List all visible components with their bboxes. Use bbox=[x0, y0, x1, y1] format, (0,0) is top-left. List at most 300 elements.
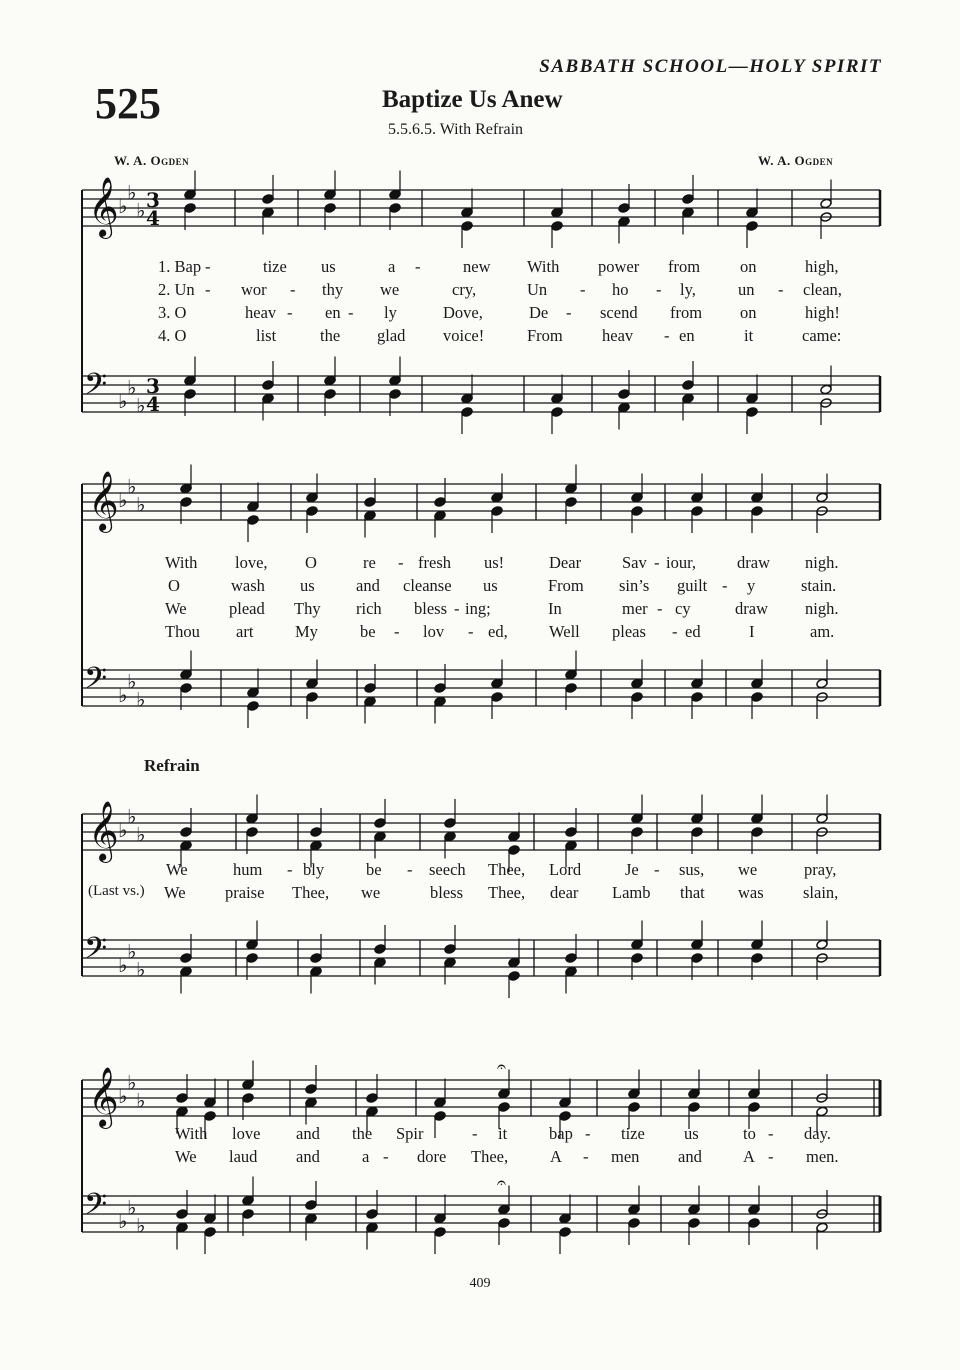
lyric-syllable: rich bbox=[356, 599, 382, 618]
note-head bbox=[305, 1097, 317, 1108]
note-head bbox=[631, 939, 643, 950]
lyric-syllable: us bbox=[684, 1124, 699, 1143]
lyric-syllable: day. bbox=[804, 1124, 831, 1143]
lyric-syllable: cy bbox=[675, 599, 691, 618]
note-head bbox=[184, 389, 196, 400]
lyric-hyphen: - bbox=[415, 257, 421, 276]
note-head bbox=[631, 953, 643, 964]
lyric-syllable: 2. Un bbox=[158, 280, 195, 299]
note-head bbox=[751, 953, 763, 964]
note-head bbox=[324, 189, 336, 200]
note-head bbox=[184, 203, 196, 214]
note-head bbox=[751, 492, 763, 503]
note-head bbox=[691, 678, 703, 689]
note-head bbox=[559, 1213, 571, 1224]
lyric-syllable: wash bbox=[231, 576, 265, 595]
note-head bbox=[618, 216, 630, 227]
lyric-syllable: clean, bbox=[803, 280, 842, 299]
flat-icon: ♭ bbox=[127, 375, 137, 400]
lyric-syllable: high! bbox=[805, 303, 840, 322]
lyric-hyphen: - bbox=[672, 622, 678, 641]
note-head bbox=[682, 194, 694, 205]
note-head bbox=[434, 1097, 446, 1108]
note-head bbox=[444, 818, 456, 829]
note-head bbox=[498, 1204, 510, 1215]
note-head bbox=[816, 1106, 828, 1117]
note-head bbox=[176, 1106, 188, 1117]
lyric-syllable: sin’s bbox=[619, 576, 650, 595]
treble-clef-icon: 𝄞 bbox=[88, 801, 119, 861]
note-head bbox=[691, 692, 703, 703]
note-head bbox=[389, 375, 401, 386]
note-head bbox=[310, 966, 322, 977]
note-head bbox=[242, 1195, 254, 1206]
note-head bbox=[631, 678, 643, 689]
flat-icon: ♭ bbox=[118, 389, 128, 413]
note-head bbox=[748, 1204, 760, 1215]
note-head bbox=[389, 389, 401, 400]
lyric-syllable: bap bbox=[549, 1124, 573, 1143]
lyric-syllable: Je bbox=[625, 860, 639, 879]
note-head bbox=[246, 939, 258, 950]
lyric-syllable: draw bbox=[737, 553, 770, 572]
note-head bbox=[262, 207, 274, 218]
lyric-syllable: pray, bbox=[804, 860, 837, 879]
note-head bbox=[374, 818, 386, 829]
lyric-syllable: power bbox=[598, 257, 640, 276]
lyric-syllable: (Last vs.) bbox=[88, 883, 145, 899]
flat-icon: ♭ bbox=[136, 492, 146, 517]
lyric-syllable: With bbox=[175, 1124, 208, 1143]
lyric-syllable: dore bbox=[417, 1147, 447, 1166]
lyric-syllable: ing; bbox=[465, 599, 491, 618]
note-head bbox=[565, 669, 577, 680]
lyric-syllable: mer bbox=[622, 599, 648, 618]
lyric-hyphen: - bbox=[348, 303, 354, 322]
note-head bbox=[247, 501, 259, 512]
lyric-syllable: a bbox=[362, 1147, 370, 1166]
lyric-syllable: We bbox=[175, 1147, 197, 1166]
lyric-hyphen: - bbox=[287, 860, 293, 879]
lyric-syllable: De bbox=[529, 303, 549, 322]
note-head bbox=[691, 506, 703, 517]
hymn-number: 525 bbox=[95, 79, 161, 128]
flat-icon: ♭ bbox=[118, 194, 128, 218]
lyric-hyphen: - bbox=[778, 280, 784, 299]
lyric-syllable: slain, bbox=[803, 883, 839, 902]
lyric-syllable: We bbox=[165, 599, 187, 618]
lyric-syllable: Lamb bbox=[612, 883, 651, 902]
note-head bbox=[176, 1209, 188, 1220]
note-head bbox=[324, 203, 336, 214]
note-head bbox=[306, 492, 318, 503]
lyric-syllable: and bbox=[678, 1147, 702, 1166]
note-head bbox=[310, 840, 322, 851]
note-head bbox=[691, 953, 703, 964]
note-head bbox=[618, 203, 630, 214]
hymn-meter: 5.5.6.5. With Refrain bbox=[388, 121, 524, 138]
lyric-hyphen: - bbox=[468, 622, 474, 641]
lyric-line bbox=[0, 883, 960, 903]
bass-clef-icon: 𝄢 bbox=[84, 932, 108, 973]
flat-icon: ♭ bbox=[127, 804, 137, 829]
lyric-syllable: dear bbox=[550, 883, 579, 902]
lyric-syllable: With bbox=[527, 257, 560, 276]
note-head bbox=[751, 678, 763, 689]
lyric-syllable: From bbox=[527, 326, 563, 345]
lyric-syllable: us bbox=[321, 257, 336, 276]
note-head bbox=[180, 669, 192, 680]
note-head bbox=[444, 944, 456, 955]
flat-icon: ♭ bbox=[127, 939, 137, 964]
note-head bbox=[688, 1204, 700, 1215]
note-head bbox=[374, 944, 386, 955]
note-head bbox=[389, 203, 401, 214]
bass-staff bbox=[82, 651, 880, 729]
note-head bbox=[688, 1088, 700, 1099]
note-head bbox=[682, 380, 694, 391]
note-head bbox=[508, 845, 520, 856]
flat-icon: ♭ bbox=[118, 683, 128, 707]
flat-icon: ♭ bbox=[118, 818, 128, 842]
lyric-line bbox=[0, 280, 960, 300]
note-head bbox=[631, 506, 643, 517]
note-head bbox=[262, 380, 274, 391]
flat-icon: ♭ bbox=[118, 1209, 128, 1233]
lyric-syllable: nigh. bbox=[805, 599, 839, 618]
lyric-hyphen: - bbox=[654, 860, 660, 879]
lyric-syllable: was bbox=[738, 883, 764, 902]
time-signature-icon: 4 bbox=[146, 206, 160, 230]
note-head bbox=[631, 692, 643, 703]
note-head bbox=[691, 813, 703, 824]
lyric-hyphen: - bbox=[583, 1147, 589, 1166]
lyric-syllable: on bbox=[740, 303, 757, 322]
lyric-syllable: From bbox=[548, 576, 584, 595]
lyric-syllable: nigh. bbox=[805, 553, 839, 572]
lyric-syllable: stain. bbox=[801, 576, 837, 595]
note-head bbox=[305, 1200, 317, 1211]
lyric-hyphen: - bbox=[768, 1147, 774, 1166]
lyric-syllable: A bbox=[550, 1147, 562, 1166]
note-head bbox=[746, 407, 758, 418]
note-head bbox=[180, 966, 192, 977]
note-head bbox=[176, 1222, 188, 1233]
lyric-line bbox=[0, 326, 960, 346]
lyric-syllable: and bbox=[296, 1124, 320, 1143]
lyric-syllable: O bbox=[305, 553, 317, 572]
note-head bbox=[748, 1218, 760, 1229]
lyric-hyphen: - bbox=[657, 599, 663, 618]
note-head bbox=[306, 678, 318, 689]
lyric-syllable: en bbox=[325, 303, 341, 322]
note-head bbox=[310, 953, 322, 964]
lyric-line bbox=[0, 599, 960, 619]
lyric-syllable: en bbox=[679, 326, 695, 345]
note-head bbox=[631, 813, 643, 824]
lyric-syllable: the bbox=[352, 1124, 373, 1143]
lyric-syllable: In bbox=[548, 599, 562, 618]
music-credit: W. A. Ogden bbox=[758, 153, 834, 168]
note-head bbox=[461, 407, 473, 418]
note-head bbox=[247, 687, 259, 698]
lyric-syllable: wor bbox=[241, 280, 267, 299]
lyric-hyphen: - bbox=[205, 280, 211, 299]
lyric-line bbox=[0, 576, 960, 596]
lyric-syllable: ed bbox=[685, 622, 701, 641]
note-head bbox=[434, 1213, 446, 1224]
note-head bbox=[631, 827, 643, 838]
note-head bbox=[559, 1227, 571, 1238]
note-head bbox=[491, 492, 503, 503]
lyric-syllable: us bbox=[483, 576, 498, 595]
note-head bbox=[565, 683, 577, 694]
treble-staff bbox=[82, 465, 880, 543]
note-head bbox=[310, 827, 322, 838]
note-head bbox=[631, 492, 643, 503]
note-head bbox=[751, 692, 763, 703]
lyric-syllable: un bbox=[738, 280, 755, 299]
note-head bbox=[246, 813, 258, 824]
note-head bbox=[748, 1088, 760, 1099]
flat-icon: ♭ bbox=[136, 1213, 146, 1238]
lyric-syllable: and bbox=[296, 1147, 320, 1166]
flat-icon: ♭ bbox=[127, 180, 137, 205]
lyric-syllable: fresh bbox=[418, 553, 451, 572]
lyric-syllable: glad bbox=[377, 326, 406, 345]
bass-clef-icon: 𝄢 bbox=[84, 1188, 108, 1229]
note-head bbox=[508, 971, 520, 982]
note-head bbox=[691, 492, 703, 503]
note-head bbox=[618, 389, 630, 400]
lyric-syllable: bless bbox=[430, 883, 463, 902]
note-head bbox=[305, 1084, 317, 1095]
lyric-syllable: bless bbox=[414, 599, 447, 618]
note-head bbox=[688, 1218, 700, 1229]
note-head bbox=[242, 1079, 254, 1090]
note-head bbox=[746, 393, 758, 404]
flat-icon: ♭ bbox=[127, 474, 137, 499]
bass-staff bbox=[82, 357, 880, 435]
note-head bbox=[246, 827, 258, 838]
lyric-hyphen: - bbox=[585, 1124, 591, 1143]
lyric-syllable: praise bbox=[225, 883, 265, 902]
note-head bbox=[180, 953, 192, 964]
note-head bbox=[366, 1106, 378, 1117]
flat-icon: ♭ bbox=[118, 488, 128, 512]
note-head bbox=[682, 207, 694, 218]
lyric-syllable: We bbox=[166, 860, 188, 879]
treble-clef-icon: 𝄞 bbox=[88, 471, 119, 531]
note-head bbox=[242, 1093, 254, 1104]
note-head bbox=[565, 827, 577, 838]
note-head bbox=[565, 966, 577, 977]
note-head bbox=[366, 1093, 378, 1104]
lyric-hyphen: - bbox=[290, 280, 296, 299]
lyric-hyphen: - bbox=[407, 860, 413, 879]
flat-icon: ♭ bbox=[136, 393, 146, 418]
lyric-syllable: Dove, bbox=[443, 303, 483, 322]
note-head bbox=[498, 1088, 510, 1099]
note-head bbox=[364, 696, 376, 707]
note-head bbox=[508, 957, 520, 968]
note-head bbox=[565, 483, 577, 494]
lyric-syllable: from bbox=[668, 257, 701, 276]
lyric-syllable: re bbox=[363, 553, 376, 572]
lyric-syllable: thy bbox=[322, 280, 344, 299]
note-head bbox=[816, 678, 828, 689]
note-head bbox=[751, 506, 763, 517]
note-head bbox=[816, 492, 828, 503]
note-head bbox=[434, 696, 446, 707]
note-head bbox=[491, 692, 503, 703]
note-head bbox=[366, 1222, 378, 1233]
lyric-syllable: heav bbox=[602, 326, 634, 345]
note-head bbox=[204, 1111, 216, 1122]
lyric-syllable: from bbox=[670, 303, 703, 322]
treble-clef-icon: 𝄞 bbox=[88, 177, 119, 237]
lyric-syllable: it bbox=[744, 326, 754, 345]
lyric-syllable: it bbox=[498, 1124, 508, 1143]
lyric-syllable: bly bbox=[303, 860, 325, 879]
lyric-hyphen: - bbox=[722, 576, 728, 595]
lyric-syllable: heav bbox=[245, 303, 277, 322]
note-head bbox=[816, 939, 828, 950]
lyric-syllable: 1. Bap bbox=[158, 257, 202, 276]
lyric-syllable: I bbox=[749, 622, 755, 641]
lyric-hyphen: - bbox=[768, 1124, 774, 1143]
lyric-syllable: men bbox=[611, 1147, 640, 1166]
page-number: 409 bbox=[469, 1276, 491, 1291]
flat-icon: ♭ bbox=[136, 687, 146, 712]
lyric-syllable: y bbox=[747, 576, 756, 595]
note-head bbox=[366, 1209, 378, 1220]
lyric-line bbox=[0, 303, 960, 323]
lyric-syllable: list bbox=[256, 326, 277, 345]
note-head bbox=[461, 393, 473, 404]
lyric-syllable: plead bbox=[229, 599, 265, 618]
lyric-syllable: hum bbox=[233, 860, 263, 879]
hymn-title: Baptize Us Anew bbox=[382, 86, 563, 113]
note-head bbox=[444, 831, 456, 842]
note-head bbox=[461, 221, 473, 232]
lyric-syllable: ed, bbox=[488, 622, 508, 641]
lyric-syllable: With bbox=[165, 553, 198, 572]
note-head bbox=[374, 831, 386, 842]
note-head bbox=[305, 1213, 317, 1224]
note-head bbox=[434, 1227, 446, 1238]
lyric-syllable: love, bbox=[235, 553, 268, 572]
note-head bbox=[324, 389, 336, 400]
note-head bbox=[434, 510, 446, 521]
note-head bbox=[176, 1093, 188, 1104]
lyric-line bbox=[0, 1124, 960, 1144]
lyric-hyphen: - bbox=[654, 553, 660, 572]
note-head bbox=[262, 194, 274, 205]
treble-staff bbox=[82, 171, 880, 249]
note-head bbox=[180, 683, 192, 694]
note-head bbox=[691, 827, 703, 838]
words-credit: W. A. Ogden bbox=[114, 153, 190, 168]
note-head bbox=[306, 692, 318, 703]
note-head bbox=[364, 683, 376, 694]
lyric-syllable: iour, bbox=[666, 553, 697, 572]
note-head bbox=[628, 1102, 640, 1113]
lyric-line bbox=[0, 1147, 960, 1167]
note-head bbox=[751, 827, 763, 838]
lyric-hyphen: - bbox=[394, 622, 400, 641]
note-head bbox=[180, 827, 192, 838]
fermata-icon: 𝄐 bbox=[497, 1173, 506, 1192]
lyric-syllable: am. bbox=[810, 622, 835, 641]
note-head bbox=[180, 483, 192, 494]
lyric-syllable: lov bbox=[423, 622, 445, 641]
lyric-syllable: Thy bbox=[294, 599, 321, 618]
note-head bbox=[565, 497, 577, 508]
flat-icon: ♭ bbox=[127, 1195, 137, 1220]
lyric-syllable: A bbox=[743, 1147, 755, 1166]
note-head bbox=[559, 1097, 571, 1108]
lyric-line bbox=[0, 622, 960, 642]
lyric-line bbox=[0, 257, 960, 277]
lyric-hyphen: - bbox=[454, 599, 460, 618]
note-head bbox=[746, 221, 758, 232]
note-head bbox=[691, 939, 703, 950]
note-head bbox=[628, 1218, 640, 1229]
note-head bbox=[180, 840, 192, 851]
lyric-syllable: new bbox=[463, 257, 491, 276]
lyric-syllable: us! bbox=[484, 553, 505, 572]
note-head bbox=[551, 207, 563, 218]
lyric-syllable: sus, bbox=[679, 860, 705, 879]
lyric-syllable: Spir bbox=[396, 1124, 424, 1143]
note-head bbox=[364, 497, 376, 508]
note-head bbox=[498, 1102, 510, 1113]
note-head bbox=[306, 506, 318, 517]
lyric-syllable: O bbox=[168, 576, 180, 595]
lyric-syllable: Lord bbox=[549, 860, 582, 879]
note-head bbox=[618, 402, 630, 413]
lyric-hyphen: - bbox=[566, 303, 572, 322]
lyric-syllable: we bbox=[361, 883, 381, 902]
note-head bbox=[434, 1111, 446, 1122]
lyric-syllable: a bbox=[388, 257, 396, 276]
lyric-syllable: men. bbox=[806, 1147, 839, 1166]
lyric-syllable: Well bbox=[549, 622, 580, 641]
note-head bbox=[434, 683, 446, 694]
time-signature-icon: 4 bbox=[146, 392, 160, 416]
treble-clef-icon: 𝄞 bbox=[88, 1067, 119, 1127]
flat-icon: ♭ bbox=[118, 953, 128, 977]
lyric-syllable: Un bbox=[527, 280, 548, 299]
lyric-syllable: us bbox=[300, 576, 315, 595]
fermata-icon: 𝄐 bbox=[497, 1057, 506, 1076]
note-head bbox=[204, 1213, 216, 1224]
lyric-syllable: draw bbox=[735, 599, 768, 618]
bass-staff bbox=[82, 921, 880, 999]
lyric-syllable: scend bbox=[600, 303, 638, 322]
note-head bbox=[820, 384, 832, 395]
note-head bbox=[508, 831, 520, 842]
note-head bbox=[628, 1204, 640, 1215]
lyric-hyphen: - bbox=[383, 1147, 389, 1166]
lyric-syllable: tize bbox=[263, 257, 287, 276]
lyric-syllable: high, bbox=[805, 257, 839, 276]
lyric-syllable: Dear bbox=[549, 553, 582, 572]
lyric-syllable: Sav bbox=[622, 553, 647, 572]
note-head bbox=[364, 510, 376, 521]
flat-icon: ♭ bbox=[136, 957, 146, 982]
